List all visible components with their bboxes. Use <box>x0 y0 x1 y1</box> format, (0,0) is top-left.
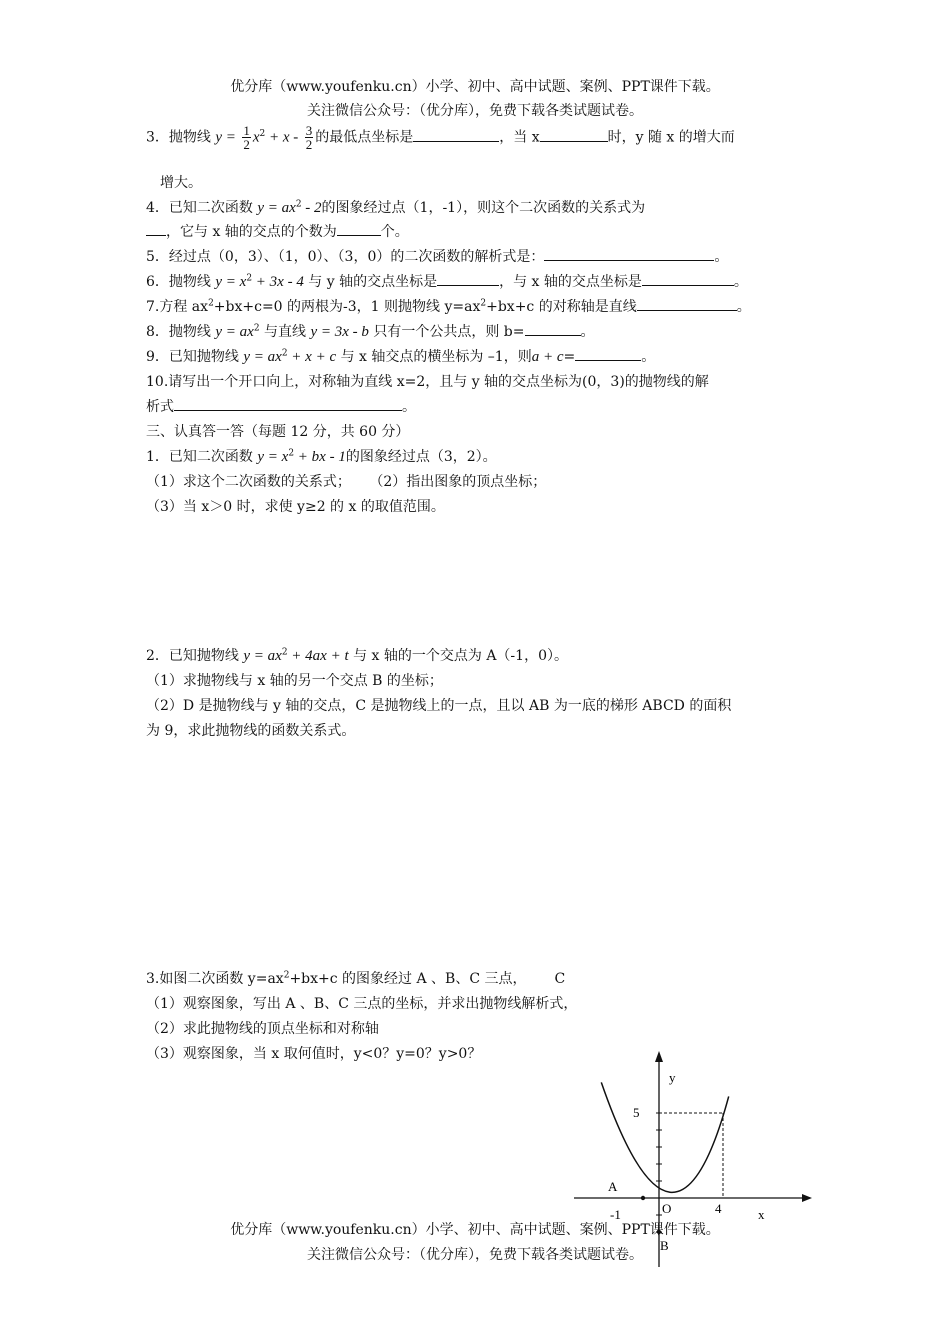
superscript: 2 <box>208 298 214 309</box>
x-axis-label: x <box>758 1207 765 1222</box>
q10-text-1: 10.请写出一个开口向上，对称轴为直线 x=2，且与 y 轴的交点坐标为(0，3)的抛物线的解 <box>146 374 709 390</box>
q5-text-1: 5．经过点（0，3）、（1，0）、（3，0）的二次函数的解析式是： <box>146 249 545 265</box>
origin-label: O <box>662 1201 672 1216</box>
p2-eq: y = ax <box>243 648 282 664</box>
point-b-label: B <box>660 1238 669 1253</box>
q9-text-4: 。 <box>641 349 656 365</box>
p1-eq-tail: + bx - 1 <box>294 449 346 465</box>
answer-blank[interactable] <box>525 322 581 336</box>
q4-eq: y = ax <box>257 200 296 216</box>
problem-1-sub <box>146 471 546 491</box>
problem-3 <box>146 968 565 988</box>
superscript: 2 <box>281 348 288 359</box>
q8-eq-2: y = 3x - b <box>310 324 369 340</box>
superscript: 2 <box>288 448 295 459</box>
q3-number: 3．抛物线 <box>146 129 211 146</box>
footer-line-1: 优分库（www.youfenku.cn）小学、初中、高中试题、案例、PPT课件下载。 <box>230 1222 720 1238</box>
p3-text-3: C <box>554 971 566 987</box>
q4-eq-tail: - 2 <box>301 200 322 216</box>
p1-sub-2: （2）指出图象的顶点坐标； <box>369 474 547 490</box>
q7-text-3: +bx+c 的对称轴是直线 <box>486 299 637 315</box>
question-6 <box>146 271 748 291</box>
q8-eq-1: y = ax <box>215 324 254 340</box>
point-a-dot <box>641 1196 645 1200</box>
q10-text-2: 析式 <box>146 399 174 415</box>
y-axis-label: y <box>669 1070 676 1085</box>
superscript: 2 <box>295 199 302 210</box>
p3-sub-3: （3）观察图象，当 x 取何值时，y<0？y=0？y>0？ <box>146 1046 482 1062</box>
p2-text-2: 与 x 轴的一个交点为 A（-1，0）。 <box>353 648 568 664</box>
tick-label-four: 4 <box>715 1201 722 1216</box>
q3-text-2: ，当 x <box>499 129 540 146</box>
q3-frac-1 <box>242 124 251 151</box>
q3-eq-x: x <box>252 129 260 146</box>
p3-text-1: 3.如图二次函数 y=ax <box>146 971 284 987</box>
p1-text-2: 的图象经过点（3，2）。 <box>345 449 497 465</box>
q9-text-3: = <box>563 349 576 365</box>
p3-text-2: +bx+c 的图象经过 A 、B、C 三点， <box>289 971 527 987</box>
q7-text-1: 7.方程 ax <box>146 299 209 315</box>
q7-text-4: 。 <box>736 299 751 315</box>
y-axis-arrow-icon <box>655 1051 663 1062</box>
q9-eq: y = ax <box>243 349 282 365</box>
q8-text-3: 只有一个公共点，则 b= <box>373 324 525 340</box>
header-line-2: 关注微信公众号：（优分库），免费下载各类试题试卷。 <box>307 103 643 119</box>
answer-blank[interactable] <box>544 247 714 261</box>
q9-eq-2: a + c <box>531 349 564 365</box>
answer-blank[interactable] <box>642 272 734 286</box>
tick-label-five: 5 <box>633 1105 640 1120</box>
answer-blank[interactable] <box>413 128 499 142</box>
tick-label-neg-one: -1 <box>610 1207 621 1222</box>
q3-frac-2-num: 3 <box>305 123 313 138</box>
q4-text-3: ，它与 x 轴的交点的个数为 <box>166 224 337 240</box>
answer-blank[interactable] <box>575 347 641 361</box>
q8-text-4: 。 <box>580 324 595 340</box>
q3-text-3: 时，y 随 x 的增大而 <box>607 129 735 146</box>
q5-text-2: 。 <box>714 249 729 265</box>
q4-text-2: 的图象经过点（1，-1），则这个二次函数的关系式为 <box>321 200 646 216</box>
q9-text-1: 9．已知抛物线 <box>146 349 239 365</box>
p2-sub-1: （1）求抛物线与 x 轴的另一个交点 B 的坐标； <box>146 673 443 689</box>
p3-sub-1: （1）观察图象，写出 A 、B、C 三点的坐标，并求出抛物线解析式， <box>146 996 578 1012</box>
answer-blank[interactable] <box>337 222 381 236</box>
q3-frac-2-den: 2 <box>305 137 313 152</box>
q8-text-1: 8．抛物线 <box>146 324 211 340</box>
point-a-label: A <box>608 1179 618 1194</box>
question-4-cont <box>146 221 409 241</box>
answer-blank[interactable] <box>437 272 499 286</box>
answer-blank[interactable] <box>174 397 402 411</box>
question-7 <box>146 296 751 316</box>
superscript: 2 <box>283 970 290 981</box>
q9-eq-tail: + x + c <box>287 349 337 365</box>
p1-sub-3: （3）当 x＞0 时，求使 y≥2 的 x 的取值范围。 <box>146 499 445 515</box>
q7-text-2: +bx+c=0 的两根为-3，1 则抛物线 y=ax <box>213 299 481 315</box>
p2-text-1: 2．已知抛物线 <box>146 648 239 664</box>
question-3 <box>146 124 735 151</box>
answer-blank[interactable] <box>540 128 608 142</box>
q9-text-2: 与 x 轴交点的横坐标为 –1，则 <box>340 349 532 365</box>
q8-text-2: 与直线 <box>264 324 306 340</box>
q3-eq-y: y = <box>215 129 236 146</box>
q6-text-1: 6．抛物线 <box>146 274 211 290</box>
p1-text-1: 1．已知二次函数 <box>146 449 253 465</box>
question-10-cont <box>146 396 416 416</box>
q6-text-4: 。 <box>733 274 748 290</box>
question-5 <box>146 246 728 266</box>
q3-frac-1-den: 2 <box>243 137 250 152</box>
question-8 <box>146 321 595 341</box>
q6-eq-tail: + 3x - 4 <box>252 274 304 290</box>
footer-line-2: 关注微信公众号：（优分库），免费下载各类试题试卷。 <box>307 1247 643 1263</box>
parabola-graph <box>560 1045 830 1275</box>
q3-frac-1-num: 1 <box>243 123 250 138</box>
question-4 <box>146 197 645 217</box>
p2-sub-3: 为 9，求此抛物线的函数关系式。 <box>146 723 356 739</box>
p2-sub-2: （2）D 是抛物线与 y 轴的交点，C 是抛物线上的一点，且以 AB 为一底的梯形 ABCD 的面积 <box>146 698 732 714</box>
p3-sub-2: （2）求此抛物线的顶点坐标和对称轴 <box>146 1021 379 1037</box>
answer-blank[interactable] <box>146 222 166 236</box>
x-axis-arrow-icon <box>802 1194 812 1202</box>
q4-text-4: 个。 <box>380 224 409 240</box>
parabola-curve <box>601 1082 728 1192</box>
q6-text-2: 与 y 轴的交点坐标是 <box>308 274 438 290</box>
q3-frac-2 <box>305 124 314 151</box>
superscript: 2 <box>246 273 253 284</box>
q3-text-4: 增大。 <box>160 175 202 191</box>
question-9 <box>146 346 655 366</box>
problem-1 <box>146 446 497 466</box>
superscript: 2 <box>253 323 260 334</box>
section-3-title: 三、认真答一答（每题 12 分，共 60 分） <box>146 424 410 440</box>
superscript: 2 <box>259 128 266 139</box>
p1-sub-1: （1）求这个二次函数的关系式； <box>146 474 351 490</box>
q3-text-1: 的最低点坐标是 <box>315 129 414 146</box>
problem-2 <box>146 645 568 665</box>
q4-text-1: 4．已知二次函数 <box>146 200 253 216</box>
answer-blank[interactable] <box>637 297 737 311</box>
p1-eq: y = x <box>257 449 289 465</box>
header-line-1: 优分库（www.youfenku.cn）小学、初中、高中试题、案例、PPT课件下载。 <box>230 79 720 95</box>
q10-text-3: 。 <box>402 399 416 415</box>
superscript: 2 <box>281 647 288 658</box>
q6-eq: y = x <box>215 274 247 290</box>
superscript: 2 <box>480 298 487 309</box>
q3-eq-mid: + x - <box>265 129 299 146</box>
q6-text-3: ，与 x 轴的交点坐标是 <box>499 274 642 290</box>
p2-eq-tail: + 4ax + t <box>287 648 349 664</box>
